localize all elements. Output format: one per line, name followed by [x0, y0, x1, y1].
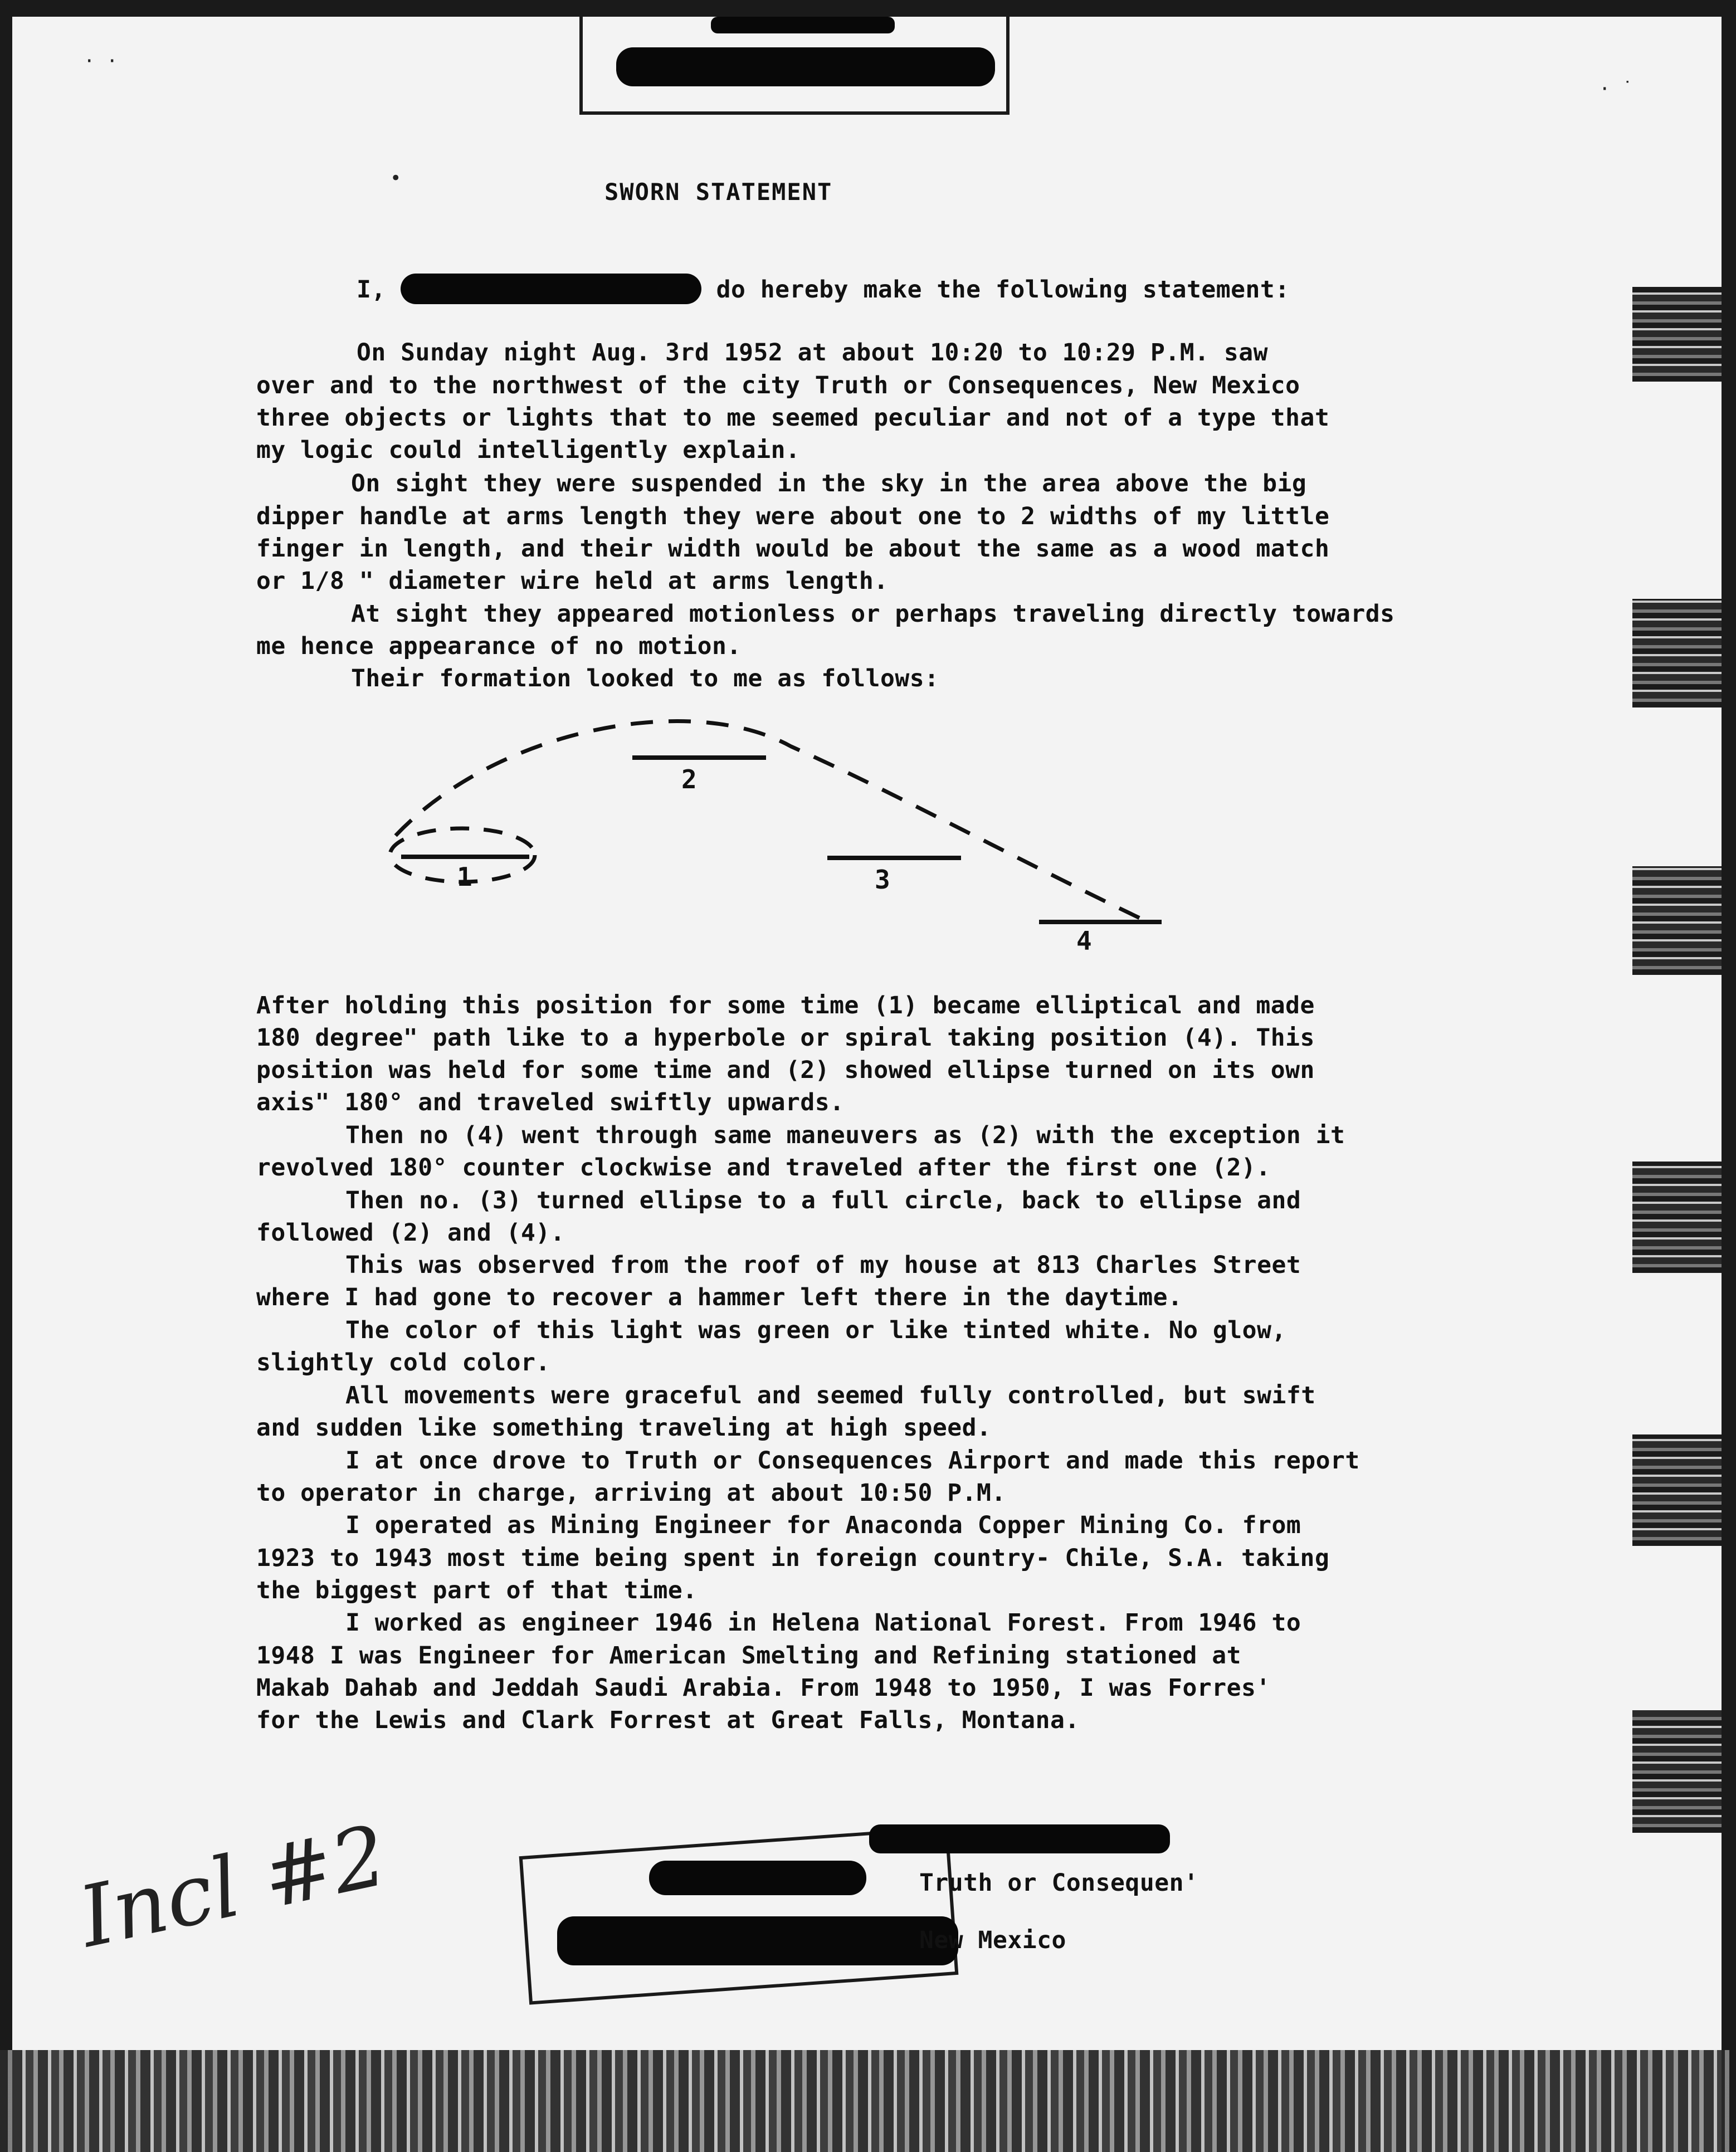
statement-line: to operator in charge, arriving at about 10:50 P.M.: [256, 1479, 1006, 1507]
statement-line: position was held for some time and (2) showed ellipse turned on its own: [256, 1056, 1315, 1084]
redaction-bar: [869, 1824, 1170, 1853]
statement-line: On Sunday night Aug. 3rd 1952 at about 10:20 to 10:29 P.M. saw: [357, 339, 1269, 367]
document-title: SWORN STATEMENT: [604, 178, 833, 206]
redaction-bar: [557, 1916, 958, 1965]
scan-speck: · ˙: [1599, 78, 1633, 100]
statement-line: my logic could intelligently explain.: [256, 436, 801, 464]
statement-line: dipper handle at arms length they were about one to 2 widths of my little: [256, 502, 1330, 530]
scan-speck: · ·: [84, 50, 118, 72]
statement-line: 1948 I was Engineer for American Smelting and Refining stationed at: [256, 1642, 1242, 1670]
scan-border-right: [1722, 0, 1736, 2152]
statement-line: 180 degree" path like to a hyperbole or spiral taking position (4). This: [256, 1024, 1315, 1052]
edge-scan-mark: [1632, 287, 1722, 382]
scan-border-left: [0, 0, 12, 2152]
edge-scan-mark: [1632, 1710, 1722, 1833]
statement-line: three objects or lights that to me seemed peculiar and not of a type that: [256, 404, 1330, 432]
statement-line: followed (2) and (4).: [256, 1219, 565, 1247]
statement-line: where I had gone to recover a hammer left there in the daytime.: [256, 1284, 1183, 1311]
statement-line: 1923 to 1943 most time being spent in foreign country- Chile, S.A. taking: [256, 1544, 1330, 1572]
statement-line: At sight they appeared motionless or perhaps traveling directly towards: [351, 600, 1395, 628]
statement-line: On sight they were suspended in the sky in the area above the big: [351, 470, 1307, 497]
redaction-bar: [711, 17, 895, 33]
statement-line: After holding this position for some time (1) became elliptical and made: [256, 992, 1315, 1019]
statement-line: I at once drove to Truth or Consequences Airport and made this report: [345, 1447, 1360, 1475]
statement-line: Makab Dahab and Jeddah Saudi Arabia. From 1948 to 1950, I was Forres': [256, 1674, 1271, 1702]
scan-bottom-band: [0, 2050, 1736, 2152]
statement-line: slightly cold color.: [256, 1349, 550, 1377]
statement-line: for the Lewis and Clark Forrest at Great Falls, Montana.: [256, 1706, 1080, 1734]
statement-line: All movements were graceful and seemed fully controlled, but swift: [345, 1382, 1316, 1409]
top-stamp-box: [579, 0, 1010, 115]
signature-location-line2: New Mexico: [919, 1926, 1066, 1954]
opening-prefix: I,: [357, 276, 386, 304]
statement-line: I operated as Mining Engineer for Anaconda Copper Mining Co. from: [345, 1511, 1301, 1539]
redaction-bar: [616, 47, 995, 86]
statement-line: This was observed from the roof of my house at 813 Charles Street: [345, 1251, 1301, 1279]
statement-line: finger in length, and their width would be about the same as a wood match: [256, 535, 1330, 563]
statement-line: or 1/8 " diameter wire held at arms length.: [256, 567, 889, 595]
statement-line: axis" 180° and traveled swiftly upwards.: [256, 1089, 845, 1116]
scan-speck: •: [390, 167, 402, 189]
opening-line: [357, 276, 1290, 306]
redaction-bar: [649, 1861, 866, 1895]
statement-line: and sudden like something traveling at high speed.: [256, 1414, 992, 1442]
statement-line: revolved 180° counter clockwise and traveled after the first one (2).: [256, 1154, 1271, 1182]
edge-scan-mark: [1632, 866, 1722, 975]
object-1-label: 1: [457, 862, 472, 892]
statement-line: Then no (4) went through same maneuvers as (2) with the exception it: [345, 1121, 1345, 1149]
statement-line: Then no. (3) turned ellipse to a full circle, back to ellipse and: [345, 1187, 1301, 1214]
object-3-label: 3: [875, 865, 890, 895]
handwritten-annotation: Incl #2: [71, 1807, 395, 1966]
statement-line: Their formation looked to me as follows:: [351, 665, 939, 692]
opening-text: do hereby make the following statement:: [716, 276, 1290, 304]
statement-line: the biggest part of that time.: [256, 1577, 698, 1604]
object-4-label: 4: [1076, 926, 1092, 956]
edge-scan-mark: [1632, 1162, 1722, 1273]
statement-line: me hence appearance of no motion.: [256, 632, 742, 660]
object-2-label: 2: [681, 764, 697, 794]
statement-line: The color of this light was green or like tinted white. No glow,: [345, 1316, 1286, 1344]
flight-path-arc: [396, 721, 1142, 919]
formation-diagram: [357, 696, 1203, 964]
statement-line: over and to the northwest of the city Truth or Consequences, New Mexico: [256, 372, 1300, 399]
statement-line: I worked as engineer 1946 in Helena National Forest. From 1946 to: [345, 1609, 1301, 1637]
redacted-name: [401, 274, 701, 304]
edge-scan-mark: [1632, 599, 1722, 707]
edge-scan-mark: [1632, 1434, 1722, 1546]
signature-location-line1: Truth or Consequen': [919, 1869, 1199, 1897]
